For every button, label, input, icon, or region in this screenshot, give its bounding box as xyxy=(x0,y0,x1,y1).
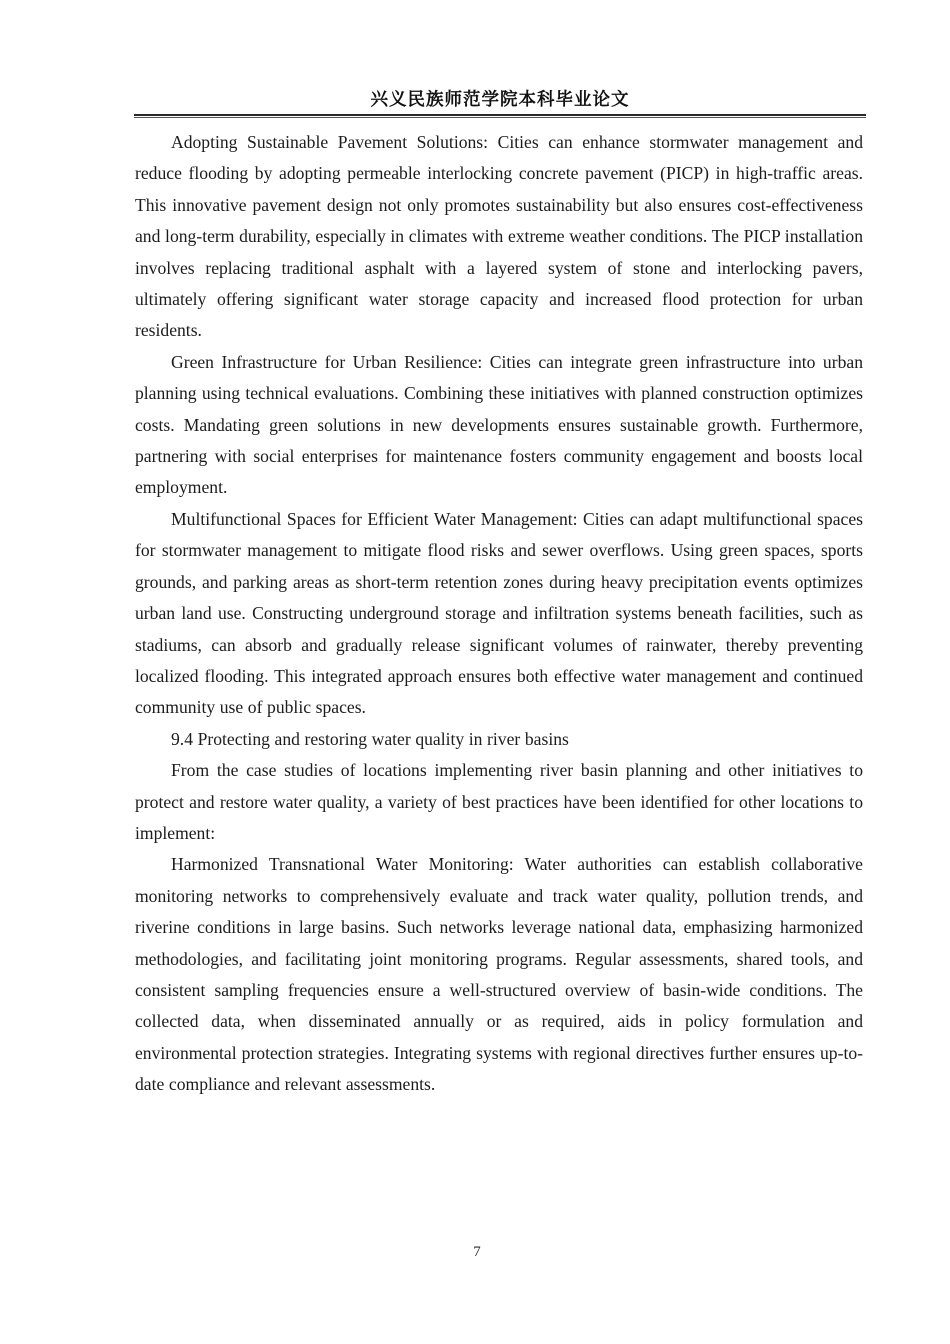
header-double-rule xyxy=(134,114,866,118)
paragraph-from-the-case-studies: From the case studies of locations implementing river basin planning and other initiatives to protect and restore water quality, a variety of best practices have been identified for other locations to implement: xyxy=(135,760,863,843)
running-header xyxy=(134,88,866,118)
paragraph-adopting-sustainable-pavement-solutions: Adopting Sustainable Pavement Solutions: Cities can enhance stormwater management and reduce flooding by adopting permeable interlocking concrete pavement (PICP) in high-traffic areas. This innovative pavement design not only promotes sustainability but also ensures cost-effectiveness and long-term durability, especially in climates with extreme weather conditions. The PICP installation involves replacing traditional asphalt with a layered system of stone and interlocking pavers, ultimately offering significant water storage capacity and increased flood protection for urban residents. xyxy=(135,132,863,341)
header-title: 兴义民族师范学院本科毕业论文 xyxy=(370,90,630,110)
page-number: 7 xyxy=(473,1244,481,1260)
section-heading-9-4: 9.4 Protecting and restoring water quality in river basins xyxy=(171,728,569,749)
document-body xyxy=(135,127,863,1101)
page-footer xyxy=(135,1243,863,1261)
paragraph-multifunctional-spaces-for-efficient-water-management: Multifunctional Spaces for Efficient Water Management: Cities can adapt multifunctional spaces for stormwater management to mitigate flood risks and sewer overflows. Using green spaces, sports grounds, and parking areas as short-term retention zones during heavy precipitation events optimizes urban land use. Constructing underground storage and infiltration systems beneath facilities, such as stadiums, can absorb and gradually release significant volumes of rainwater, thereby preventing localized flooding. This integrated approach ensures both effective water management and continued community use of public spaces. xyxy=(135,508,863,718)
paragraph-green-infrastructure-for-urban-resilience: Green Infrastructure for Urban Resilience: Cities can integrate green infrastructure into urban planning using technical evaluations. Combining these initiatives with planned construction optimizes costs. Mandating green solutions in new developments ensures sustainable growth. Furthermore, partnering with social enterprises for maintenance fosters community engagement and boosts local employment. xyxy=(135,351,863,498)
paragraph-harmonized-transnational-water-monitoring: Harmonized Transnational Water Monitoring: Water authorities can establish collaborative monitoring networks to comprehensively evaluate and track water quality, pollution trends, and riverine conditions in large basins. Such networks leverage national data, emphasizing harmonized methodologies, and facilitating joint monitoring programs. Regular assessments, shared tools, and consistent sampling frequencies ensure a well-structured overview of basin-wide conditions. The collected data, when disseminated annually or as required, aids in policy formulation and environmental protection strategies. Integrating systems with regional directives further ensures up-to-date compliance and relevant assessments. xyxy=(135,854,863,1095)
